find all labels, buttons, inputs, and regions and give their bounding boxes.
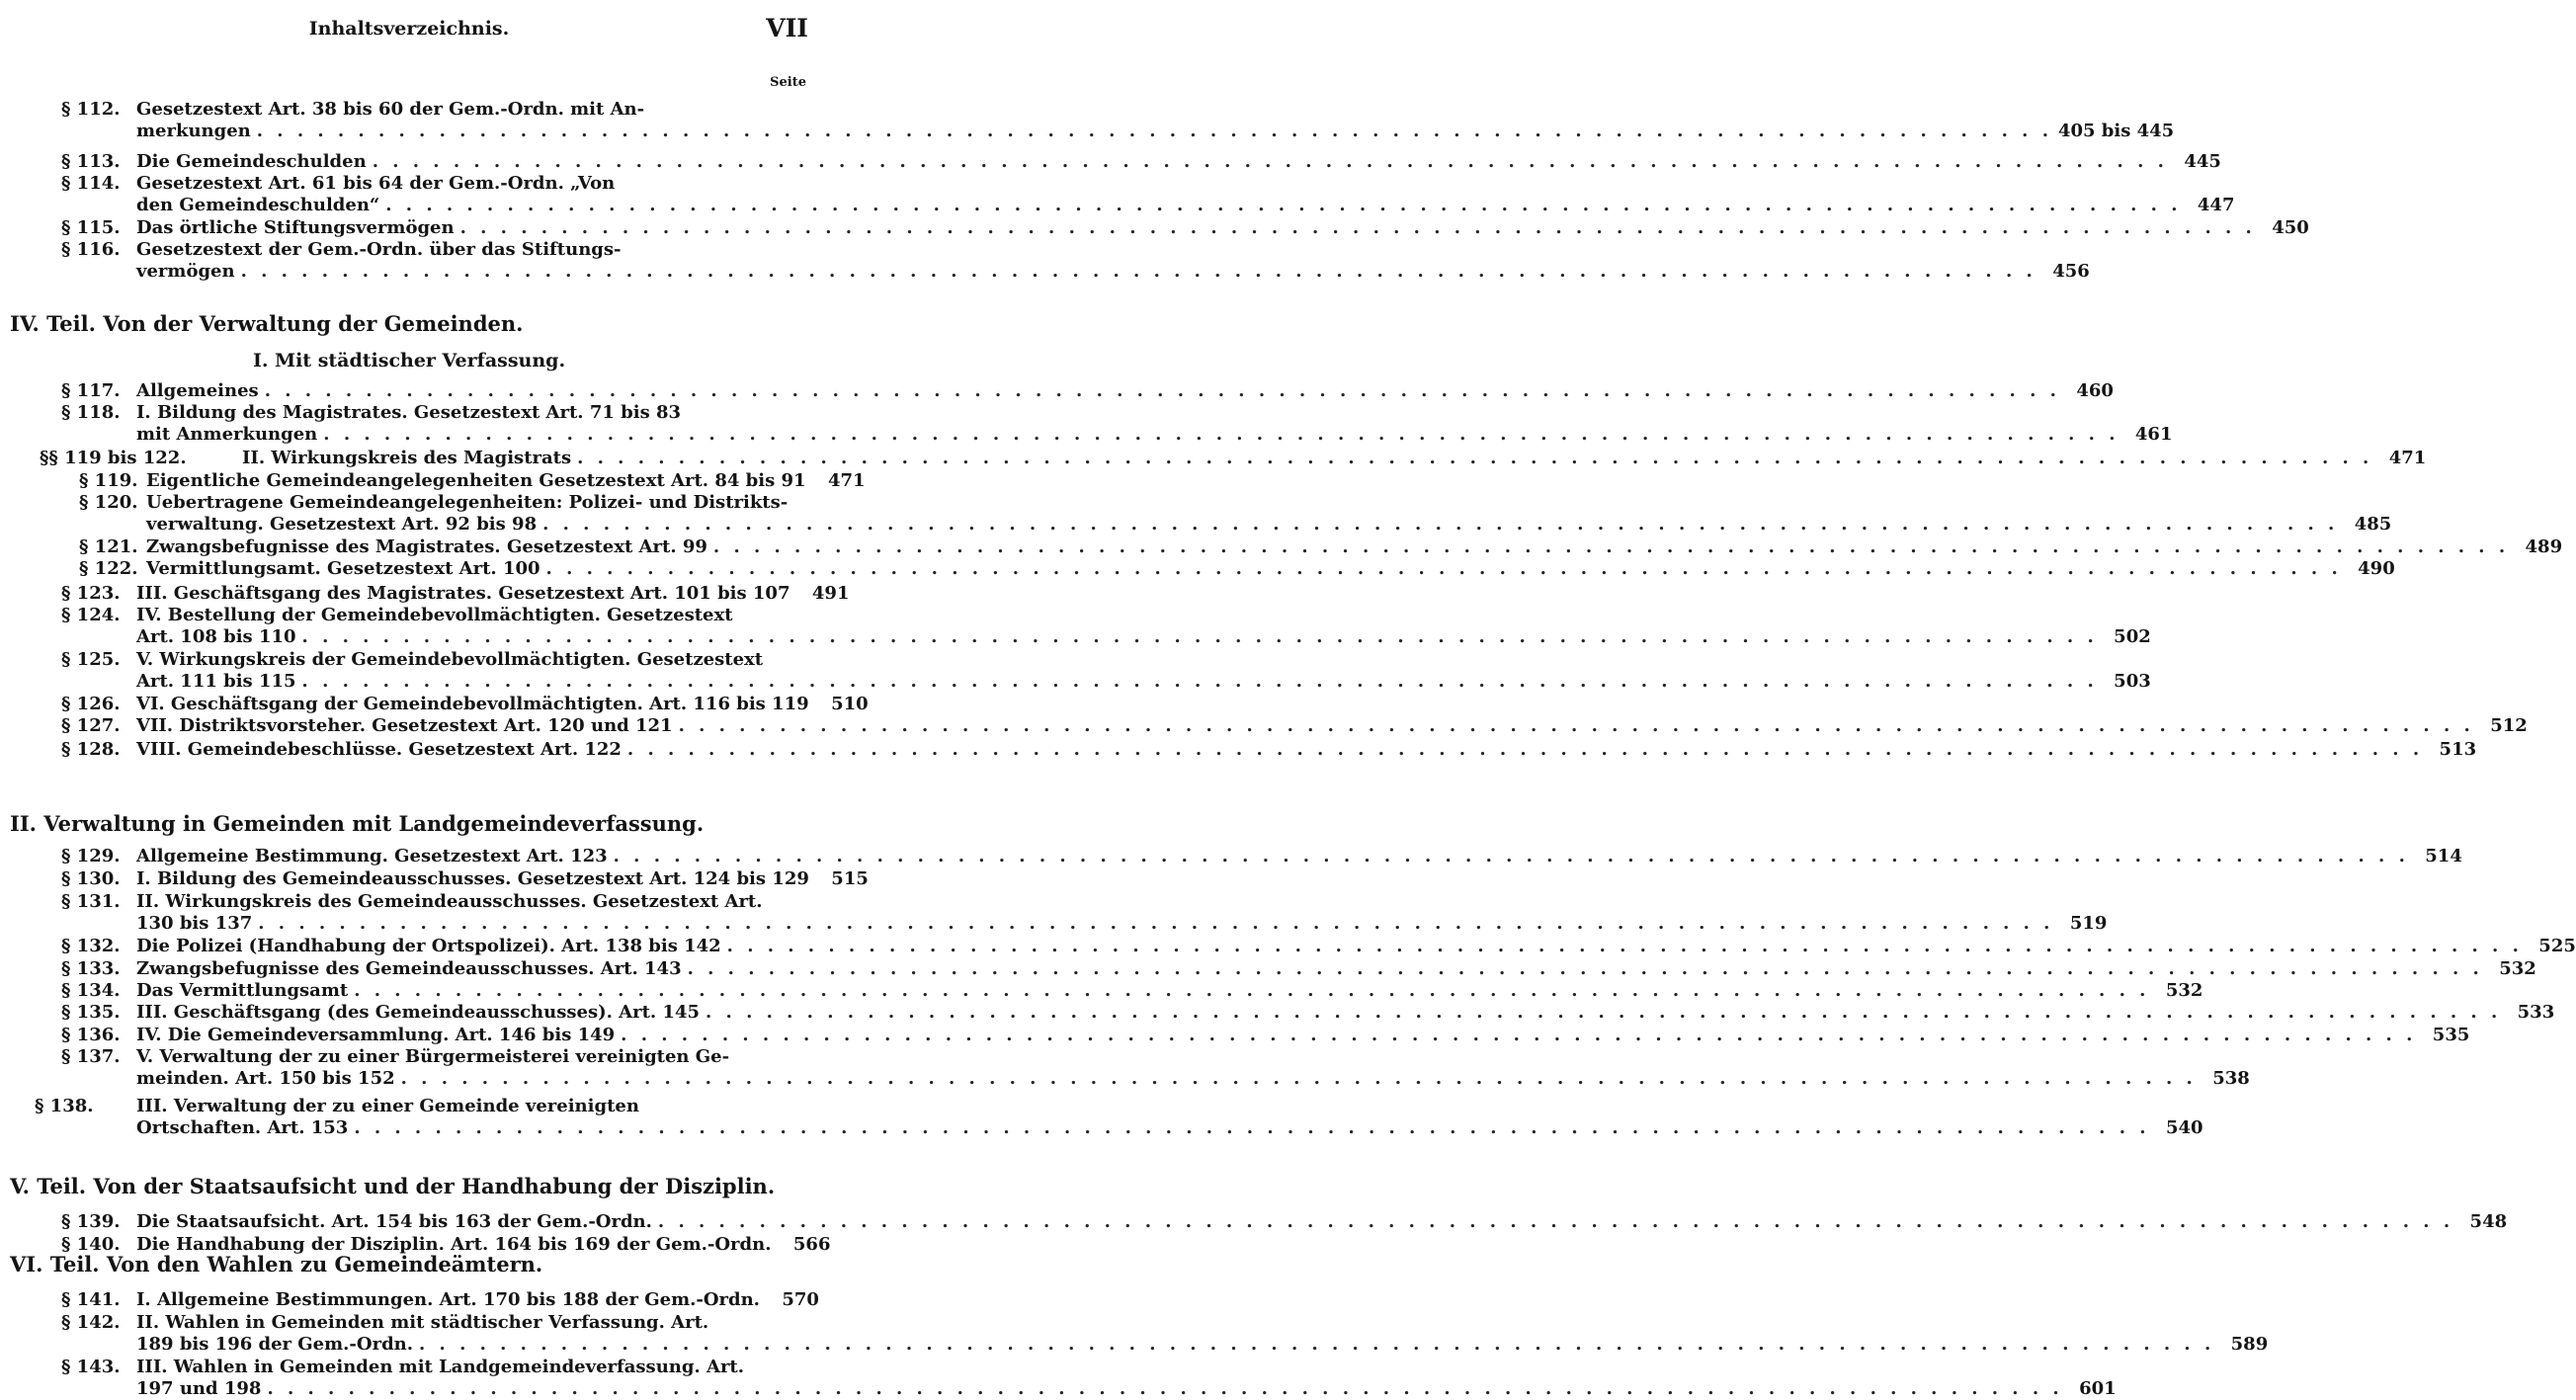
paragraph-number: § 117.	[61, 380, 121, 401]
entry-title-line: Die Polizei (Handhabung der Ortspolizei). Art. 138 bis 142	[136, 936, 721, 956]
paragraph-number: § 129.	[61, 846, 121, 866]
paragraph-number: § 137.	[61, 1046, 121, 1067]
dot-leader	[706, 1002, 2501, 1024]
page-reference: 485	[2354, 514, 2392, 535]
dot-leader	[658, 1211, 2453, 1233]
entry-title-line: den Gemeindeschulden“	[136, 195, 380, 215]
paragraph-number: § 135.	[61, 1002, 121, 1023]
page-reference: 525	[2538, 936, 2576, 956]
dot-leader	[323, 424, 2119, 446]
dot-leader	[302, 671, 2098, 693]
dot-leader	[385, 195, 2181, 216]
entry-title-line: Gesetzestext Art. 61 bis 64 der Gem.-Ordn. „Von	[136, 173, 616, 194]
entry-title-line: merkungen	[136, 121, 251, 141]
paragraph-number: § 116.	[61, 239, 121, 260]
entry-title-line: II. Wirkungskreis des Magistrats	[242, 448, 572, 468]
page-reference: 503	[2114, 671, 2151, 692]
dot-leader	[257, 121, 2052, 142]
dot-leader	[354, 1117, 2149, 1139]
section-ii-heading: II. Verwaltung in Gemeinden mit Landgemeindeverfassung.	[10, 811, 705, 836]
running-title: Inhaltsverzeichnis.	[308, 18, 510, 40]
entry-title-line: 130 bis 137	[136, 913, 253, 934]
entry-title-line: IV. Die Gemeindeversammlung. Art. 146 bis 149	[136, 1025, 616, 1045]
page-reference: 566	[792, 1234, 831, 1255]
page-reference: 471	[2388, 448, 2427, 468]
entry-title-line: Allgemeines	[136, 380, 259, 401]
page-reference: 514	[2425, 846, 2462, 866]
paragraph-number: § 114.	[61, 173, 121, 194]
entry-title-line: 197 und 198	[136, 1378, 262, 1399]
page-reference: 601	[2079, 1378, 2117, 1399]
part-v-heading: V. Teil. Von der Staatsaufsicht und der Handhabung der Disziplin.	[10, 1174, 776, 1198]
paragraph-number: § 123.	[61, 583, 121, 604]
paragraph-number: § 122.	[79, 558, 138, 579]
dot-leader	[727, 936, 2523, 957]
dot-leader	[419, 1334, 2214, 1356]
entry-title-line: 189 bis 196 der Gem.-Ordn.	[136, 1334, 414, 1355]
page-reference: 445	[2184, 151, 2221, 172]
entry-title-line: VIII. Gemeindebeschlüsse. Gesetzestext Art. 122	[136, 739, 622, 760]
page-reference: 532	[2165, 980, 2203, 1001]
page-reference: 460	[2076, 380, 2114, 401]
page-reference: 405 bis 445	[2057, 121, 2175, 141]
dot-leader	[302, 626, 2098, 648]
paragraph-number: § 120.	[79, 492, 138, 513]
dot-leader	[258, 913, 2053, 935]
entry-title-line: Gesetzestext der Gem.-Ordn. über das Stiftungs-	[136, 239, 622, 260]
paragraph-number: § 119.	[79, 470, 138, 491]
entry-title-line: Zwangsbefugnisse des Gemeindeausschusses. Art. 143	[136, 958, 682, 979]
paragraph-number: § 126.	[61, 694, 121, 714]
paragraph-number: § 136.	[61, 1025, 121, 1045]
entry-title-line: Art. 108 bis 110	[136, 626, 296, 647]
paragraph-number: § 125.	[61, 649, 121, 670]
entry-title-line: Das Vermittlungsamt	[136, 980, 349, 1001]
page-reference: 533	[2517, 1002, 2555, 1023]
entry-title-line: II. Wahlen in Gemeinden mit städtischer Verfassung. Art.	[136, 1312, 709, 1333]
part-vi-heading: VI. Teil. Von den Wahlen zu Gemeindeämtern.	[10, 1252, 543, 1276]
paragraph-number: § 127.	[61, 715, 121, 736]
page-reference: 447	[2197, 195, 2235, 215]
dot-leader	[621, 1025, 2416, 1046]
paragraph-number: § 133.	[61, 958, 121, 979]
paragraph-number: § 130.	[61, 868, 121, 889]
paragraph-number: § 140.	[61, 1234, 121, 1255]
page-reference: 461	[2134, 424, 2173, 445]
paragraph-number: § 134.	[61, 980, 121, 1001]
page-reference: 535	[2432, 1025, 2470, 1045]
entry-title-line: Ortschaften. Art. 153	[136, 1117, 349, 1138]
dot-leader	[542, 514, 2338, 535]
page-reference: 515	[831, 868, 869, 889]
dot-leader	[713, 536, 2509, 558]
part-iv-subheading: I. Mit städtischer Verfassung.	[252, 350, 566, 371]
page-reference: 489	[2525, 536, 2563, 557]
entry-title-line: Vermittlungsamt. Gesetzestext Art. 100	[146, 558, 540, 579]
dot-leader	[401, 1068, 2197, 1090]
dot-leader	[614, 846, 2409, 867]
part-iv-heading: IV. Teil. Von der Verwaltung der Gemeinden.	[10, 311, 524, 336]
entry-title-line: Uebertragene Gemeindeangelegenheiten: Polizei- und Distrikts-	[146, 492, 789, 513]
page-reference: 548	[2469, 1211, 2508, 1232]
entry-title-line: Eigentliche Gemeindeangelegenheiten Gesetzestext Art. 84 bis 91	[146, 470, 806, 491]
paragraph-number: § 115.	[61, 217, 121, 238]
page-reference: 538	[2212, 1068, 2250, 1089]
entry-title-line: III. Wahlen in Gemeinden mit Landgemeindeverfassung. Art.	[136, 1357, 745, 1377]
entry-title-line: Gesetzestext Art. 38 bis 60 der Gem.-Ordn. mit An-	[136, 99, 645, 120]
page-reference: 519	[2069, 913, 2108, 934]
entry-title-line: III. Geschäftsgang des Magistrates. Gesetzestext Art. 101 bis 107	[136, 583, 790, 604]
page-reference: 456	[2052, 261, 2090, 282]
entry-title-line: Allgemeine Bestimmung. Gesetzestext Art. 123	[136, 846, 608, 866]
entry-title-line: vermögen	[136, 261, 235, 282]
page-reference: 450	[2272, 217, 2309, 238]
paragraph-number: § 113.	[61, 151, 121, 172]
paragraph-number: § 118.	[61, 402, 121, 423]
entry-title-line: Art. 111 bis 115	[136, 671, 296, 692]
entry-title-line: VI. Geschäftsgang der Gemeindebevollmächtigten. Art. 116 bis 119	[136, 694, 809, 714]
entry-title-line: I. Bildung des Magistrates. Gesetzestext Art. 71 bis 83	[136, 402, 682, 423]
entry-title-line: V. Wirkungskreis der Gemeindebevollmächtigten. Gesetzestext	[136, 649, 764, 670]
paragraph-number: § 143.	[61, 1357, 121, 1377]
dot-leader	[627, 739, 2423, 761]
paragraph-number: §§ 119 bis 122.	[40, 448, 187, 468]
paragraph-number: § 128.	[61, 739, 121, 760]
entry-title-line: mit Anmerkungen	[136, 424, 318, 445]
dot-leader	[241, 261, 2036, 283]
entry-title-line: verwaltung. Gesetzestext Art. 92 bis 98	[146, 514, 538, 535]
page-reference: 570	[782, 1289, 819, 1310]
entry-title-line: Die Gemeindeschulden	[136, 151, 367, 172]
dot-leader	[679, 715, 2474, 737]
entry-title-line: III. Geschäftsgang (des Gemeindeausschusses). Art. 145	[136, 1002, 701, 1023]
page-reference: 510	[831, 694, 869, 714]
page-reference: 589	[2230, 1334, 2269, 1355]
dot-leader	[546, 558, 2342, 580]
entry-title-line: Die Staatsaufsicht. Art. 154 bis 163 der Gem.-Ordn.	[136, 1211, 652, 1232]
entry-title-line: meinden. Art. 150 bis 152	[136, 1068, 395, 1089]
entry-title-line: I. Allgemeine Bestimmungen. Art. 170 bis 188 der Gem.-Ordn.	[136, 1289, 760, 1310]
page-header	[0, 14, 818, 47]
paragraph-number: § 141.	[61, 1289, 121, 1310]
paragraph-number: § 132.	[61, 936, 121, 956]
dot-leader	[354, 980, 2149, 1002]
entry-title-line: Die Handhabung der Disziplin. Art. 164 bis 169 der Gem.-Ordn.	[136, 1234, 772, 1255]
page-reference: 512	[2490, 715, 2528, 736]
paragraph-number: § 139.	[61, 1211, 121, 1232]
page-reference: 513	[2439, 739, 2477, 760]
page-reference: 502	[2114, 626, 2151, 647]
entry-title-line: I. Bildung des Gemeindeausschusses. Gesetzestext Art. 124 bis 129	[136, 868, 809, 889]
entry-title-line: IV. Bestellung der Gemeindebevollmächtigten. Gesetzestext	[136, 605, 733, 625]
page-reference: 540	[2165, 1117, 2203, 1138]
dot-leader	[577, 448, 2372, 469]
page-number: VII	[766, 14, 808, 42]
paragraph-number: § 124.	[61, 605, 121, 625]
paragraph-number: § 131.	[61, 891, 121, 912]
paragraph-number: § 112.	[61, 99, 121, 120]
paragraph-number: § 138.	[35, 1096, 94, 1116]
page-reference: 532	[2499, 958, 2536, 979]
entry-title-line: V. Verwaltung der zu einer Bürgermeisterei vereinigten Ge-	[136, 1046, 730, 1067]
paragraph-number: § 121.	[79, 536, 138, 557]
dot-leader	[265, 380, 2060, 402]
dot-leader	[460, 217, 2256, 239]
seite-column-label: Seite	[770, 75, 806, 90]
entry-title-line: Zwangsbefugnisse des Magistrates. Gesetzestext Art. 99	[146, 536, 707, 557]
dot-leader	[267, 1378, 2062, 1400]
paragraph-number: § 142.	[61, 1312, 121, 1333]
page-reference: 471	[827, 470, 866, 491]
page-reference: 490	[2358, 558, 2395, 579]
entry-title-line: VII. Distriktsvorsteher. Gesetzestext Art. 120 und 121	[136, 715, 673, 736]
page-reference: 491	[811, 583, 850, 604]
dot-leader	[688, 958, 2483, 980]
entry-title-line: II. Wirkungskreis des Gemeindeausschusses. Gesetzestext Art.	[136, 891, 763, 912]
entry-title-line: III. Verwaltung der zu einer Gemeinde vereinigten	[136, 1096, 639, 1116]
entry-title-line: Das örtliche Stiftungsvermögen	[136, 217, 455, 238]
dot-leader	[373, 151, 2168, 173]
